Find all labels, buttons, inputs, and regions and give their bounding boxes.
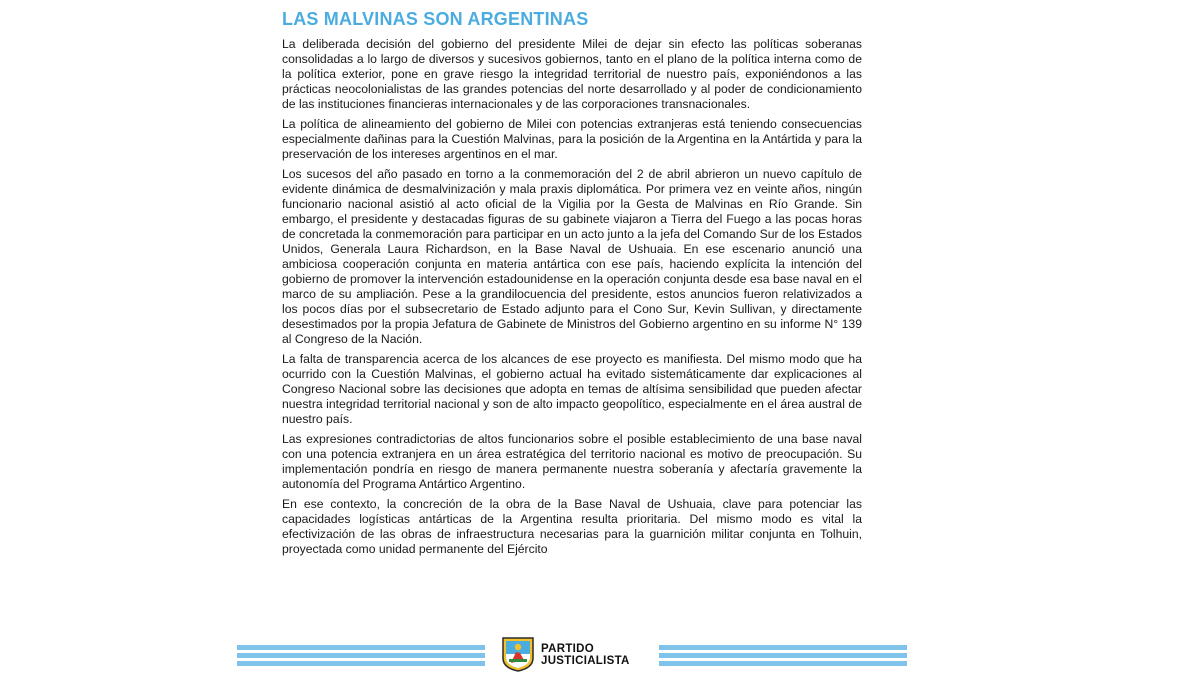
party-name-line1: PARTIDO [541, 643, 594, 655]
paragraph-1: La deliberada decisión del gobierno del presidente Milei de dejar sin efecto las políticas soberanas consolidadas a lo largo de diversos y sucesivos gobiernos, tanto en el plano de la política interna como de la política exterior, pone en grave riesgo la integridad territorial de nuestro país, exponiéndonos a las prácticas neocolonialistas de las grandes potencias del norte desarrollado y al poder de condicionamiento de las instituciones financieras internacionales y de las corporaciones transnacionales. [282, 37, 862, 111]
paragraph-3: Los sucesos del año pasado en torno a la conmemoración del 2 de abril abrieron un nuevo capítulo de evidente dinámica de desmalvinización y mala praxis diplomática. Por primera vez en veinte años, ningún funcionario nacional asistió al acto oficial de la Vigilia por la Gesta de Malvinas en Río Grande. Sin embargo, el presidente y destacadas figuras de su gabinete viajaron a Tierra del Fuego a las pocas horas de concretada la conmemoración para participar en un acto junto a la jefa del Comando Sur de los Estados Unidos, Generala Laura Richardson, en la Base Naval de Ushuaia. En ese escenario anunció una ambiciosa cooperación conjunta en materia antártica con ese país, haciendo explícita la intención del gobierno de promover la intervención estadounidense en la operación conjunta desde esa base naval en el marco de su ampliación. Pese a la grandilocuencia del presidente, estos anuncios fueron relativizados a los pocos días por el subsecretario de Estado adjunto para el Cono Sur, Kevin Sullivan, y directamente desestimados por la propia Jefatura de Gabinete de Ministros del Gobierno argentino en su informe N° 139 al Congreso de la Nación. [282, 167, 862, 346]
document-body [282, 37, 862, 615]
party-name-line2: JUSTICIALISTA [541, 655, 630, 667]
flag-stripes-left [237, 645, 485, 667]
document-title: LAS MALVINAS SON ARGENTINAS [282, 9, 589, 29]
paragraph-2: La política de alineamiento del gobierno de Milei con potencias extranjeras está teniendo consecuencias especialmente dañinas para la Cuestión Malvinas, para la posición de la Argentina en la Antártida y para la preservación de los intereses argentinos en el mar. [282, 117, 862, 161]
paragraph-6: En ese contexto, la concreción de la obra de la Base Naval de Ushuaia, clave para potenciar las capacidades logísticas antárticas de la Argentina resulta prioritaria. Del mismo modo es vital la efectivización de las obras de infraestructura necesarias para la guarnición militar conjunta en Tolhuin, proyectada como unidad permanente del Ejército [282, 497, 862, 556]
document-page [237, 0, 907, 675]
justicialista-shield-icon [501, 636, 535, 672]
flag-stripes-right [659, 645, 907, 667]
paragraph-5: Las expresiones contradictorias de altos funcionarios sobre el posible establecimiento de una base naval con una potencia extranjera en un área estratégica del territorio nacional es motivo de preocupación. Su implementación pondría en riesgo de manera permanente nuestra soberanía y afectaría gravemente la autonomía del Programa Antártico Argentino. [282, 432, 862, 491]
paragraph-4: La falta de transparencia acerca de los alcances de ese proyecto es manifiesta. Del mismo modo que ha ocurrido con la Cuestión Malvinas, el gobierno actual ha evitado sistemáticamente dar explicaciones al Congreso Nacional sobre las decisiones que adopta en temas de altísima sensibilidad que pueden afectar nuestra integridad territorial nacional y son de alto impacto geopolítico, especialmente en el área austral de nuestro país. [282, 352, 862, 426]
party-name [541, 643, 630, 667]
